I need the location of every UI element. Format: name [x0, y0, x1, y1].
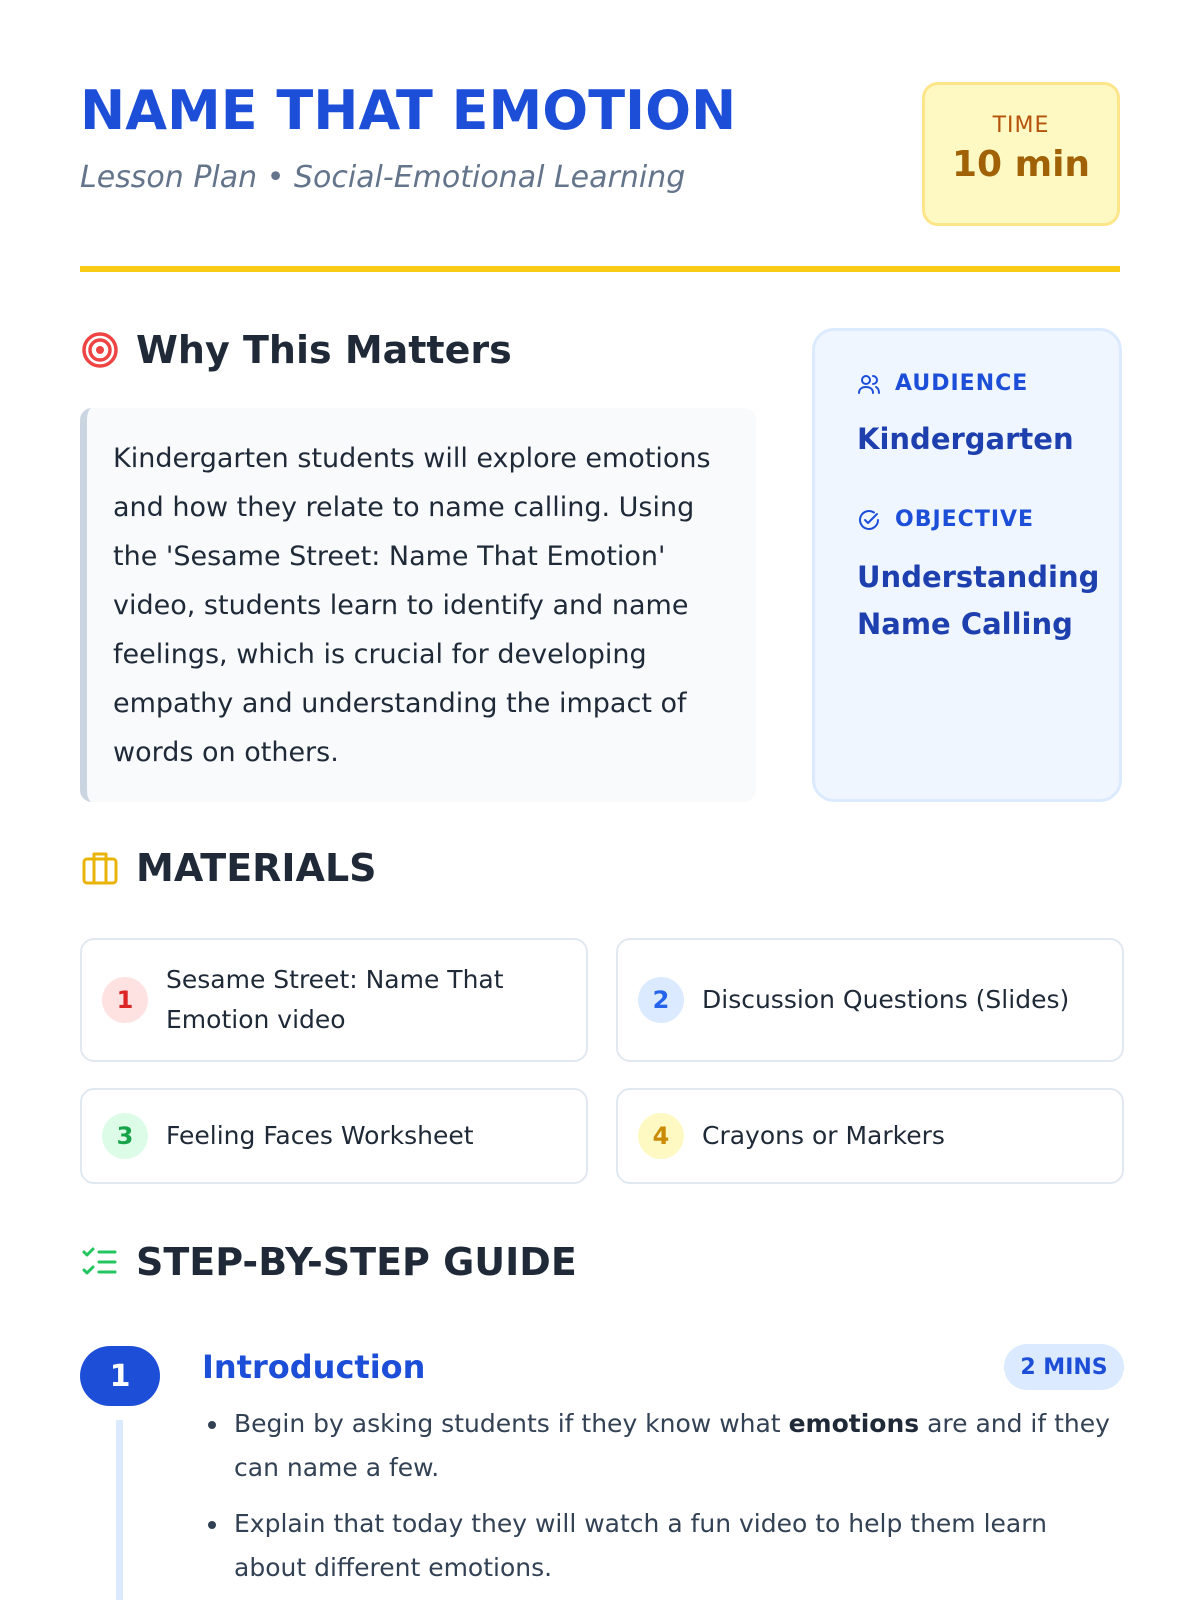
material-item-4	[616, 1088, 1124, 1184]
material-text: Feeling Faces Worksheet	[166, 1121, 474, 1150]
material-item-2	[616, 938, 1124, 1062]
target-icon	[80, 330, 120, 370]
why-section-heading	[80, 328, 512, 372]
step-bullet-list	[202, 1402, 1122, 1600]
lesson-info-card	[812, 328, 1122, 802]
material-number: 1	[102, 977, 148, 1023]
bullet-bold-text: emotions	[788, 1409, 920, 1438]
audience-value: Kindergarten	[857, 422, 1074, 456]
header-divider	[80, 266, 1120, 272]
objective-label-text: OBJECTIVE	[895, 507, 1035, 532]
why-title: Why This Matters	[136, 328, 512, 372]
material-number: 4	[638, 1113, 684, 1159]
bullet-text: Begin by asking students if they know what	[234, 1409, 789, 1438]
lesson-header	[80, 80, 1120, 230]
users-icon	[857, 372, 881, 396]
material-text: Crayons or Markers	[702, 1121, 945, 1150]
bullet-text: Explain that today they will watch a fun video to help them learn about different emotions.	[234, 1509, 1047, 1582]
guide-section-heading	[80, 1240, 577, 1284]
page-title: NAME THAT EMOTION	[80, 79, 737, 142]
objective-value: Understanding Name Calling	[857, 560, 1100, 641]
why-description: Kindergarten students will explore emotions and how they relate to name calling. Using the 'Sesame Street: Name That Emotion' video, students learn to identify and name feelings, which is crucial for developing empathy and understanding the impact of words on others.	[113, 443, 711, 768]
check-circle-icon	[857, 508, 881, 532]
time-value: 10 min	[951, 144, 1091, 185]
objective-label	[857, 507, 1119, 532]
material-number: 3	[102, 1113, 148, 1159]
page-subtitle: Lesson Plan • Social-Emotional Learning	[80, 160, 686, 195]
list-item	[202, 1502, 1122, 1590]
audience-label-text: AUDIENCE	[895, 371, 1029, 396]
step-number: 1	[80, 1346, 160, 1406]
materials-section-heading	[80, 846, 377, 890]
material-text: Sesame Street: Name That Emotion video	[166, 965, 504, 1034]
briefcase-icon	[80, 848, 120, 888]
step-duration-badge: 2 MINS	[1004, 1344, 1124, 1390]
material-number: 2	[638, 977, 684, 1023]
step-title: Introduction	[202, 1348, 426, 1386]
material-item-1	[80, 938, 588, 1062]
list-item	[202, 1402, 1122, 1490]
material-text: Discussion Questions (Slides)	[702, 985, 1070, 1014]
time-badge	[922, 82, 1120, 226]
materials-title: MATERIALS	[136, 846, 377, 890]
time-label: TIME	[992, 113, 1050, 138]
audience-label	[857, 371, 1119, 396]
checklist-icon	[80, 1242, 120, 1282]
why-description-box	[80, 408, 756, 802]
material-item-3	[80, 1088, 588, 1184]
step-timeline-line	[116, 1420, 123, 1600]
bullet-text-end: are and if they can name a few.	[234, 1409, 1110, 1482]
guide-title: STEP-BY-STEP GUIDE	[136, 1240, 577, 1284]
